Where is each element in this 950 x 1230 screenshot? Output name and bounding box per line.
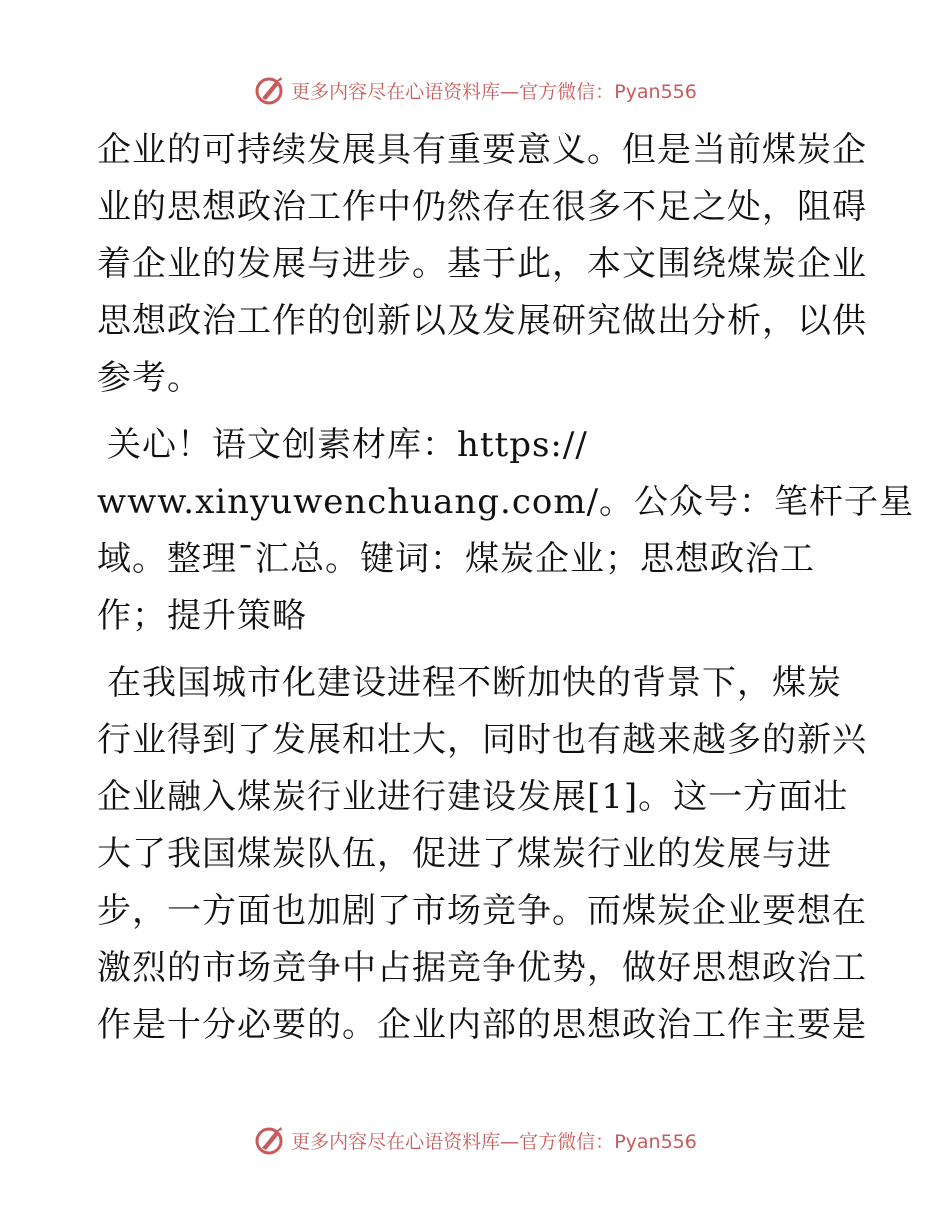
watermark-main-text: 更多内容尽在心语资料库 bbox=[291, 1130, 501, 1153]
text-line: 企业融入煤炭行业进行建设发展[1]。这一方面壮 bbox=[97, 777, 849, 817]
text-line: 参考。 bbox=[97, 358, 202, 398]
text-line: 行业得到了发展和壮大，同时也有越来越多的新兴 bbox=[97, 720, 867, 760]
quill-pen-logo-icon bbox=[253, 74, 285, 106]
watermark-main-text: 更多内容尽在心语资料库 bbox=[291, 80, 501, 103]
watermark-text bbox=[291, 77, 697, 104]
watermark-text bbox=[291, 1127, 697, 1154]
text-line: 激烈的市场竞争中占据竞争优势，做好思想政治工 bbox=[97, 948, 867, 988]
watermark-wechat-label: 官方微信： bbox=[519, 1130, 615, 1153]
text-line: 步，一方面也加剧了市场竞争。而煤炭企业要想在 bbox=[97, 891, 867, 931]
quill-pen-logo-icon bbox=[253, 1124, 285, 1156]
text-line: 域。整理¯汇总。键词：煤炭企业；思想政治工 bbox=[97, 539, 815, 579]
text-line: www.xinyuwenchuang.com/。公众号：笔杆子星 bbox=[97, 482, 915, 522]
text-line: 作；提升策略 bbox=[97, 596, 307, 636]
text-line: 作是十分必要的。企业内部的思想政治工作主要是 bbox=[97, 1005, 867, 1045]
watermark-wechat-id: Pyan556 bbox=[614, 1130, 697, 1153]
header-watermark-banner bbox=[0, 70, 950, 110]
text-line: 着企业的发展与进步。基于此，本文围绕煤炭企业 bbox=[97, 244, 867, 284]
text-line: 业的思想政治工作中仍然存在很多不足之处，阻碍 bbox=[97, 187, 867, 227]
paragraph-abstract-end bbox=[97, 122, 867, 407]
watermark-wechat-label: 官方微信： bbox=[519, 80, 615, 103]
document-body bbox=[97, 122, 915, 1054]
watermark-separator: — bbox=[500, 80, 520, 103]
text-line: 关心！语文创素材库：https:// bbox=[107, 425, 588, 465]
watermark-wechat-id: Pyan556 bbox=[614, 80, 697, 103]
text-line: 大了我国煤炭队伍，促进了煤炭行业的发展与进 bbox=[97, 834, 832, 874]
text-line: 企业的可持续发展具有重要意义。但是当前煤炭企 bbox=[97, 130, 867, 170]
footer-watermark-banner bbox=[0, 1120, 950, 1160]
paragraph-keywords bbox=[97, 417, 915, 645]
text-line: 思想政治工作的创新以及发展研究做出分析，以供 bbox=[97, 301, 867, 341]
watermark-separator: — bbox=[500, 1130, 520, 1153]
paragraph-introduction bbox=[97, 655, 867, 1054]
text-line: 在我国城市化建设进程不断加快的背景下，煤炭 bbox=[107, 663, 842, 703]
